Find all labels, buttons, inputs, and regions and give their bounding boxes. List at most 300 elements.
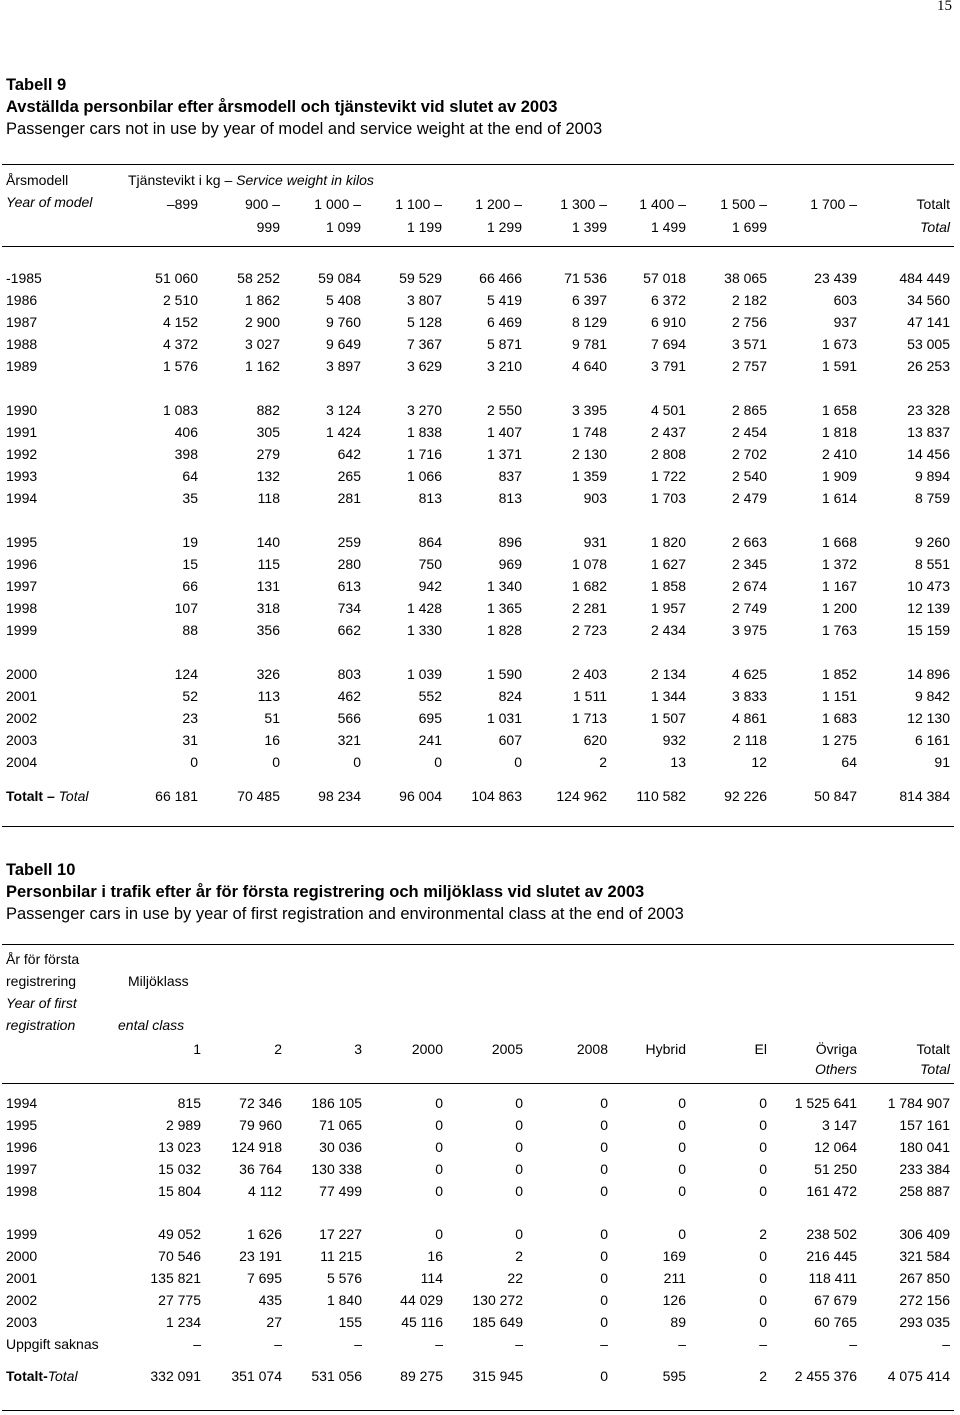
table9-cell: 2 550 <box>486 402 522 418</box>
table9-cell: 662 <box>337 622 361 638</box>
table9-cell: 2 540 <box>731 468 767 484</box>
table9-cell: 2 674 <box>731 578 767 594</box>
table9-cell: 66 <box>182 578 198 594</box>
table10-row-label: 2000 <box>6 1248 38 1264</box>
table9-row-label: -1985 <box>6 270 42 286</box>
table9-cell: 66 466 <box>479 270 522 286</box>
table10-cell: 0 <box>435 1117 443 1133</box>
table9-cell: 1 862 <box>244 292 280 308</box>
table9-cell: 3 124 <box>325 402 361 418</box>
table9-total-cell: 50 847 <box>814 788 857 804</box>
table9-cell: 932 <box>662 732 686 748</box>
table9-cell: 969 <box>498 556 522 572</box>
table10-cell: 233 384 <box>899 1161 950 1177</box>
table10-cell: 126 <box>662 1292 686 1308</box>
table9-cell: 107 <box>174 600 198 616</box>
table10-cell: 435 <box>258 1292 282 1308</box>
table9-row-label: 2001 <box>6 688 38 704</box>
table10-cell: 0 <box>600 1270 608 1286</box>
table9-cell: 1 852 <box>821 666 857 682</box>
table10-cell: 79 960 <box>239 1117 282 1133</box>
table9-total-cell: 70 485 <box>237 788 280 804</box>
table9-cell: 1 330 <box>406 622 442 638</box>
table9-cell: 406 <box>174 424 198 440</box>
table9-cell: 1 818 <box>821 424 857 440</box>
table10-total-cell: 0 <box>600 1368 608 1384</box>
table9-cell: 9 760 <box>325 314 361 330</box>
table10-cell: 3 147 <box>821 1117 857 1133</box>
table10-cell: 1 784 907 <box>887 1095 950 1111</box>
table10-cell: 51 250 <box>814 1161 857 1177</box>
table9-cell: 6 161 <box>914 732 950 748</box>
table9-cell: 356 <box>256 622 280 638</box>
table9-col-header-top: 1 700 – <box>810 196 857 212</box>
table9-cell: 8 129 <box>571 314 607 330</box>
table10-cell: – <box>193 1336 201 1352</box>
table10-col-header: 2 <box>274 1041 282 1057</box>
table10-cell: 22 <box>507 1270 523 1286</box>
table9-cell: 813 <box>498 490 522 506</box>
table9-cell: 118 <box>257 490 280 506</box>
table9-cell: 5 419 <box>486 292 522 308</box>
table10-row-header-en-1: Year of first <box>6 995 77 1011</box>
table9-cell: 0 <box>272 754 280 770</box>
table10-cell: 2 989 <box>165 1117 201 1133</box>
table10-cell: 815 <box>177 1095 201 1111</box>
table9-cell: 265 <box>337 468 361 484</box>
table10-cell: 1 840 <box>326 1292 362 1308</box>
table9-cell: 1 703 <box>650 490 686 506</box>
table9-row-label: 1995 <box>6 534 38 550</box>
table10-cell: 36 764 <box>239 1161 282 1177</box>
table10-row-label: 2001 <box>6 1270 38 1286</box>
table9-cell: 64 <box>841 754 857 770</box>
table10-top-rule <box>2 944 954 945</box>
table10-cell: 11 215 <box>320 1248 362 1264</box>
table10-cell: 0 <box>515 1117 523 1133</box>
table9-cell: 7 367 <box>406 336 442 352</box>
table10-cell: – <box>515 1336 523 1352</box>
table10-title: Tabell 10 <box>6 861 76 879</box>
table9-col-header-top: 1 000 – <box>314 196 361 212</box>
table9-cell: 462 <box>337 688 361 704</box>
table9-total-label-sv: Totalt – <box>6 788 55 804</box>
table10-group-header-en: ental class <box>118 1017 185 1033</box>
table10-cell: 0 <box>435 1226 443 1242</box>
table10-cell: 15 804 <box>158 1183 201 1199</box>
table9-top-rule <box>2 164 954 165</box>
table10-total-cell: 351 074 <box>231 1368 282 1384</box>
table9-cell: 2 723 <box>571 622 607 638</box>
table9-cell: 1 713 <box>571 710 607 726</box>
table9-total-cell: 124 962 <box>556 788 607 804</box>
table10-cell: – <box>759 1336 767 1352</box>
table9-cell: 734 <box>337 600 361 616</box>
table9-cell: 9 649 <box>325 336 361 352</box>
table9-cell: 259 <box>337 534 361 550</box>
table9-cell: 52 <box>182 688 198 704</box>
table10-cell: 0 <box>515 1161 523 1177</box>
table9-cell: 2 345 <box>731 556 767 572</box>
table9-cell: 1 428 <box>406 600 442 616</box>
table10-row-label: 2003 <box>6 1314 38 1330</box>
table9-header-rule <box>2 246 954 247</box>
table9-cell: 3 975 <box>731 622 767 638</box>
table10-cell: 0 <box>435 1095 443 1111</box>
table10-cell: – <box>435 1336 443 1352</box>
table9-cell: 1 763 <box>821 622 857 638</box>
table9-cell: 864 <box>418 534 442 550</box>
table9-col-header-bottom: Total <box>920 219 950 235</box>
table9-cell: 1 151 <box>821 688 857 704</box>
table9-row-label: 1997 <box>6 578 38 594</box>
table9-col-header-top: –899 <box>166 196 198 212</box>
table9-cell: 931 <box>583 534 607 550</box>
table9-cell: 942 <box>418 578 442 594</box>
table10-cell: 16 <box>427 1248 443 1264</box>
table10-cell: 27 775 <box>158 1292 201 1308</box>
table9-cell: 1 066 <box>406 468 442 484</box>
table10-row-label: 1995 <box>6 1117 38 1133</box>
table9-total-cell: 98 234 <box>318 788 361 804</box>
table10-cell: 114 <box>420 1270 443 1286</box>
table9-cell: 1 424 <box>325 424 361 440</box>
table10-cell: 0 <box>600 1095 608 1111</box>
table9-cell: 4 861 <box>731 710 767 726</box>
table10-cell: 0 <box>678 1183 686 1199</box>
table9-cell: 1 658 <box>821 402 857 418</box>
table9-total-cell: 814 384 <box>899 788 950 804</box>
table9-cell: 91 <box>934 754 950 770</box>
table9-cell: 2 702 <box>731 446 767 462</box>
table9-cell: 3 791 <box>650 358 686 374</box>
table10-cell: 0 <box>600 1183 608 1199</box>
table10-total-cell: 2 455 376 <box>794 1368 857 1384</box>
table9-cell: 1 359 <box>571 468 607 484</box>
table9-cell: 5 408 <box>325 292 361 308</box>
table10-cell: 72 346 <box>239 1095 282 1111</box>
table9-total-cell: 110 582 <box>636 788 686 804</box>
table10-cell: 0 <box>435 1139 443 1155</box>
table9-cell: 280 <box>337 556 361 572</box>
table9-cell: 1 716 <box>406 446 442 462</box>
table10-cell: 5 576 <box>326 1270 362 1286</box>
table10-cell: – <box>678 1336 686 1352</box>
table9-cell: 2 479 <box>731 490 767 506</box>
table9-row-label: 1996 <box>6 556 38 572</box>
table9-cell: 4 640 <box>571 358 607 374</box>
table9-cell: 4 625 <box>731 666 767 682</box>
table9-cell: 2 756 <box>731 314 767 330</box>
table9-col-header-top: 1 500 – <box>720 196 767 212</box>
table9-cell: 13 <box>670 754 686 770</box>
table10-row-header-sv-2: registrering <box>6 973 77 989</box>
table9-cell: 1 275 <box>821 732 857 748</box>
table10-cell: 89 <box>670 1314 686 1330</box>
table9-cell: 23 <box>182 710 198 726</box>
table10-cell: 30 036 <box>319 1139 362 1155</box>
table9-cell: 1 838 <box>406 424 442 440</box>
table9-cell: 2 134 <box>650 666 686 682</box>
table10-total-cell: 531 056 <box>311 1368 362 1384</box>
table9-cell: 566 <box>337 710 361 726</box>
table9-cell: 131 <box>256 578 280 594</box>
table9-col-header-top: 1 300 – <box>560 196 607 212</box>
table9-cell: 750 <box>418 556 442 572</box>
table9-total-label <box>6 788 88 804</box>
table10-cell: 4 112 <box>248 1183 282 1199</box>
table9-cell: 51 <box>264 710 280 726</box>
table9-col-header-bottom: 1 499 <box>650 219 686 235</box>
table10-col-header: 1 <box>193 1041 201 1057</box>
table9-cell: 824 <box>498 688 522 704</box>
table10-row-header-sv-1: År för första <box>6 951 80 967</box>
table9-cell: 2 749 <box>731 600 767 616</box>
table9-cell: 3 629 <box>406 358 442 374</box>
table9-cell: 318 <box>256 600 280 616</box>
table9-cell: 642 <box>337 446 361 462</box>
table9-row-label: 1998 <box>6 600 38 616</box>
table9-cell: 1 511 <box>573 688 607 704</box>
table10-cell: 0 <box>759 1270 767 1286</box>
table9-cell: 4 152 <box>162 314 198 330</box>
table9-total-cell: 66 181 <box>155 788 198 804</box>
table9-total-cell: 96 004 <box>399 788 442 804</box>
table10-row-label: 1998 <box>6 1183 38 1199</box>
table10-cell: 118 411 <box>808 1270 857 1286</box>
table10-cell: 258 887 <box>899 1183 950 1199</box>
table10-cell: 0 <box>759 1248 767 1264</box>
table9-cell: 1 344 <box>650 688 686 704</box>
table10-cell: 0 <box>515 1095 523 1111</box>
table10-cell: 124 918 <box>231 1139 282 1155</box>
table9-cell: 1 162 <box>244 358 280 374</box>
table9-cell: 1 340 <box>486 578 522 594</box>
table9-cell: 1 668 <box>821 534 857 550</box>
table9-cell: 23 328 <box>907 402 950 418</box>
table9-row-header-en: Year of model <box>6 194 93 210</box>
table9-cell: 1 365 <box>486 600 522 616</box>
table10-cell: 186 105 <box>311 1095 362 1111</box>
table9-cell: 9 781 <box>571 336 607 352</box>
table9-cell: 2 757 <box>731 358 767 374</box>
table9-col-header-top: 1 400 – <box>639 196 686 212</box>
table9-cell: 1 167 <box>821 578 857 594</box>
table10-cell: 0 <box>759 1161 767 1177</box>
table10-col-header: 2005 <box>491 1041 523 1057</box>
table9-cell: 3 807 <box>406 292 442 308</box>
table9-cell: 903 <box>583 490 607 506</box>
table9-cell: 1 407 <box>486 424 522 440</box>
table10-cell: 7 695 <box>246 1270 282 1286</box>
table9-cell: 2 865 <box>731 402 767 418</box>
table10-cell: 2 <box>759 1226 767 1242</box>
table9-cell: 6 397 <box>571 292 607 308</box>
table10-cell: 0 <box>759 1183 767 1199</box>
table9-row-label: 1987 <box>6 314 38 330</box>
table9-cell: 59 084 <box>318 270 361 286</box>
table9-cell: 5 871 <box>486 336 522 352</box>
table9-cell: 1 748 <box>571 424 607 440</box>
table10-total-label-en: Total <box>47 1368 78 1384</box>
table9-cell: 53 005 <box>907 336 950 352</box>
table10-col-header-en: Total <box>920 1061 950 1077</box>
table9-cell: 1 039 <box>406 666 442 682</box>
table9-cell: 58 252 <box>237 270 280 286</box>
table10-col-header: El <box>754 1041 767 1057</box>
table9-group-header-en: Service weight in kilos <box>236 172 374 188</box>
table10-row-label: 1999 <box>6 1226 38 1242</box>
table9-cell: 0 <box>353 754 361 770</box>
table9-cell: 34 560 <box>907 292 950 308</box>
table9-cell: 0 <box>514 754 522 770</box>
table9-total-cell: 92 226 <box>724 788 767 804</box>
table10-total-cell: 315 945 <box>472 1368 523 1384</box>
table9-cell: 1 590 <box>486 666 522 682</box>
table9-cell: 7 694 <box>650 336 686 352</box>
table9-col-header-bottom: 999 <box>256 219 280 235</box>
table10-cell: 12 064 <box>814 1139 857 1155</box>
table9-cell: 896 <box>498 534 522 550</box>
table9-cell: 71 536 <box>564 270 607 286</box>
table9-cell: 15 159 <box>907 622 950 638</box>
table9-cell: 803 <box>337 666 361 682</box>
table10-cell: 1 234 <box>165 1314 201 1330</box>
table9-cell: 620 <box>583 732 607 748</box>
table10-cell: 15 032 <box>158 1161 201 1177</box>
table9-cell: 2 808 <box>650 446 686 462</box>
table9-cell: 1 673 <box>821 336 857 352</box>
table9-cell: 9 260 <box>914 534 950 550</box>
table9-cell: 1 722 <box>650 468 686 484</box>
table9-cell: 552 <box>418 688 442 704</box>
table10-cell: 0 <box>435 1161 443 1177</box>
table9-cell: 6 469 <box>486 314 522 330</box>
table9-cell: 15 <box>182 556 198 572</box>
table10-cell: – <box>354 1336 362 1352</box>
table9-row-label: 1986 <box>6 292 38 308</box>
table9-cell: 695 <box>418 710 442 726</box>
table9-cell: 281 <box>337 490 361 506</box>
table9-row-label: 1999 <box>6 622 38 638</box>
table9-cell: 5 128 <box>406 314 442 330</box>
table9-cell: 882 <box>256 402 280 418</box>
table9-cell: 9 842 <box>914 688 950 704</box>
table9-cell: 88 <box>182 622 198 638</box>
table9-cell: 12 <box>751 754 767 770</box>
table10-cell: 0 <box>600 1161 608 1177</box>
table9-cell: 16 <box>264 732 280 748</box>
table9-cell: 3 270 <box>406 402 442 418</box>
table9-cell: 3 571 <box>731 336 767 352</box>
table9-cell: 2 410 <box>821 446 857 462</box>
table9-cell: 1 083 <box>162 402 198 418</box>
table10-col-header: 2008 <box>576 1041 608 1057</box>
table10-cell: 157 161 <box>899 1117 950 1133</box>
table9-cell: 1 957 <box>650 600 686 616</box>
table9-cell: 12 130 <box>907 710 950 726</box>
table9-cell: 2 663 <box>731 534 767 550</box>
table10-row-label: 1997 <box>6 1161 38 1177</box>
table9-col-header-top: 1 100 – <box>395 196 442 212</box>
table10-cell: 185 649 <box>472 1314 523 1330</box>
table10-total-cell: 595 <box>662 1368 686 1384</box>
table9-cell: 23 439 <box>814 270 857 286</box>
table10-row-label: 1994 <box>6 1095 38 1111</box>
table9-row-header-sv: Årsmodell <box>6 172 69 188</box>
table9-cell: 241 <box>418 732 442 748</box>
table10-cell: 161 472 <box>806 1183 857 1199</box>
table9-cell: 2 437 <box>650 424 686 440</box>
table10-row-header-en-2: registration <box>6 1017 76 1033</box>
table9-col-header-bottom: 1 699 <box>731 219 767 235</box>
table10-cell: 67 679 <box>814 1292 857 1308</box>
table9-subtitle-en: Passenger cars not in use by year of model and service weight at the end of 2003 <box>6 120 603 138</box>
table10-cell: – <box>849 1336 857 1352</box>
table9-cell: 1 858 <box>650 578 686 594</box>
table10-cell: 306 409 <box>899 1226 950 1242</box>
table9-cell: 3 897 <box>325 358 361 374</box>
table10-cell: 0 <box>515 1139 523 1155</box>
table9-cell: 613 <box>337 578 361 594</box>
table9-cell: 2 900 <box>244 314 280 330</box>
table9-cell: 140 <box>256 534 280 550</box>
table9-group-header-sv: Tjänstevikt i kg – <box>128 172 233 188</box>
table10-cell: 77 499 <box>319 1183 362 1199</box>
table9-row-label: 2003 <box>6 732 38 748</box>
table9-cell: 38 065 <box>724 270 767 286</box>
table10-col-header: Totalt <box>916 1041 950 1057</box>
table9-cell: 398 <box>174 446 198 462</box>
table10-cell: 0 <box>515 1226 523 1242</box>
table9-cell: 2 434 <box>650 622 686 638</box>
table9-cell: 3 210 <box>486 358 522 374</box>
table10-cell: 2 <box>515 1248 523 1264</box>
table9-cell: 64 <box>182 468 198 484</box>
table9-row-label: 1991 <box>6 424 38 440</box>
table9-cell: 51 060 <box>155 270 198 286</box>
table10-col-header: 3 <box>354 1041 362 1057</box>
table9-row-label: 1992 <box>6 446 38 462</box>
table10-cell: 0 <box>600 1226 608 1242</box>
table9-cell: 607 <box>498 732 522 748</box>
table9-cell: 603 <box>833 292 857 308</box>
table9-cell: 326 <box>256 666 280 682</box>
table10-cell: 60 765 <box>814 1314 857 1330</box>
table9-cell: 2 118 <box>733 732 767 748</box>
table9-cell: 2 182 <box>731 292 767 308</box>
table9-cell: 1 614 <box>821 490 857 506</box>
table9-cell: 14 896 <box>907 666 950 682</box>
table10-total-cell: 2 <box>759 1368 767 1384</box>
table10-cell: 1 626 <box>246 1226 282 1242</box>
table9-cell: 8 551 <box>914 556 950 572</box>
table9-cell: 3 395 <box>571 402 607 418</box>
table10-col-header-en: Others <box>814 1061 857 1077</box>
table10-cell: 238 502 <box>806 1226 857 1242</box>
table9-cell: 1 909 <box>821 468 857 484</box>
table10-cell: 0 <box>678 1139 686 1155</box>
table10-cell: – <box>600 1336 608 1352</box>
table9-col-header-bottom: 1 099 <box>325 219 361 235</box>
table9-cell: 2 454 <box>731 424 767 440</box>
table9-row-label: 2000 <box>6 666 38 682</box>
table9-cell: 6 910 <box>650 314 686 330</box>
table9-cell: 12 139 <box>907 600 950 616</box>
table9-cell: 1 627 <box>650 556 686 572</box>
table10-row-label: 1996 <box>6 1139 38 1155</box>
table9-total-cell: 104 863 <box>471 788 522 804</box>
